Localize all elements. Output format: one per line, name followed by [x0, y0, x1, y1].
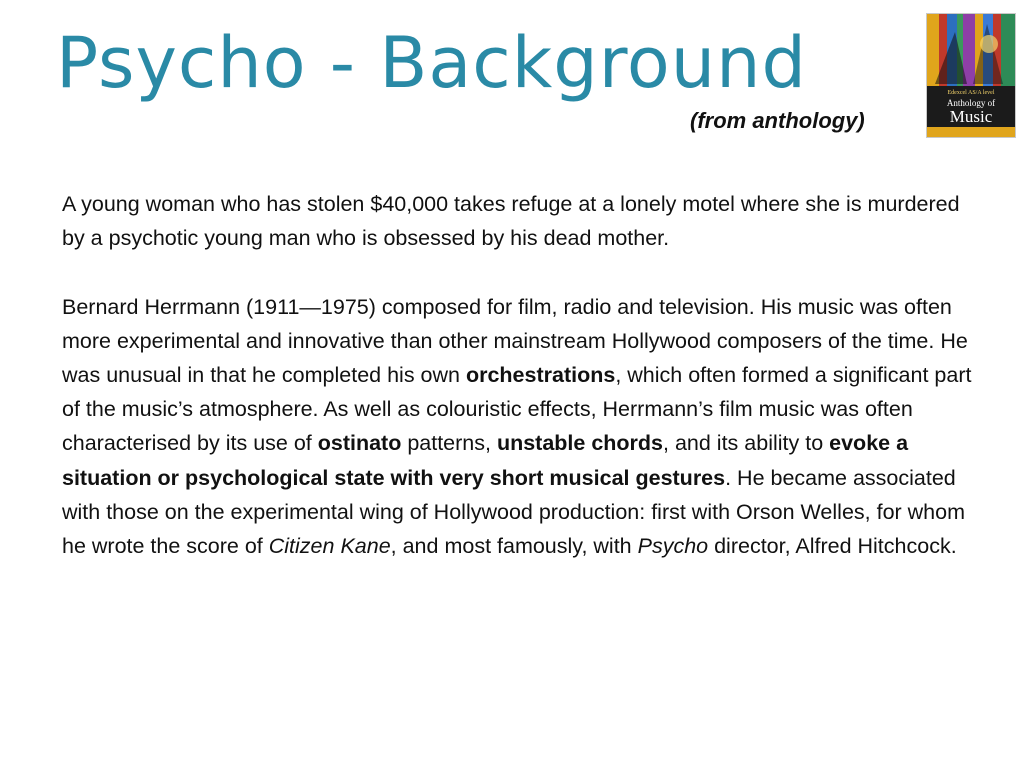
term-ostinato: ostinato [317, 431, 402, 456]
slide-subtitle: (from anthology) [690, 108, 865, 133]
text-run: . He became associated with those on the experimental wing of Hollywood production: first with Orson Welles, for whom he wrote the score of [62, 465, 966, 559]
film-title-psycho: Psycho [637, 534, 709, 559]
text-run: , and most famously, with [390, 534, 638, 559]
book-cover-title-line2: Music [949, 107, 993, 126]
film-title-citizen-kane: Citizen Kane [268, 534, 391, 559]
book-cover-kicker: Edexcel AS/A level [947, 90, 995, 96]
anthology-book-cover-image [927, 14, 1015, 137]
book-cover-footer-band [927, 127, 1015, 137]
plot-summary-paragraph: A young woman who has stolen $40,000 takes refuge at a lonely motel where she is murdered by a psychotic young man who is obsessed by his dead mother. [62, 192, 960, 251]
text-run: , which often formed a significant part of the music’s atmosphere. As well as colouristic effects, Herrmann’s film music was often characterised by its use of [62, 363, 972, 456]
text-run: Bernard Herrmann (1911—1975) composed for film, radio and television. His music was often more experimental and innovative than other mainstream Hollywood composers of the time. He was unusual in that he completed his own [62, 294, 968, 387]
herrmann-biography-paragraph [62, 290, 972, 564]
book-cover-title-line1: Anthology of [946, 98, 996, 108]
text-run: patterns, [401, 431, 497, 456]
term-unstable-chords: unstable chords [496, 431, 664, 456]
slide-body [62, 187, 972, 563]
term-orchestrations: orchestrations [465, 363, 616, 387]
slide-title: Psycho - Background [56, 22, 807, 104]
term-evoke-situation: evoke a situation or psychological state with very short musical gestures [62, 431, 909, 490]
text-run: , and its ability to [663, 431, 830, 456]
text-run: director, Alfred Hitchcock. [708, 534, 957, 559]
